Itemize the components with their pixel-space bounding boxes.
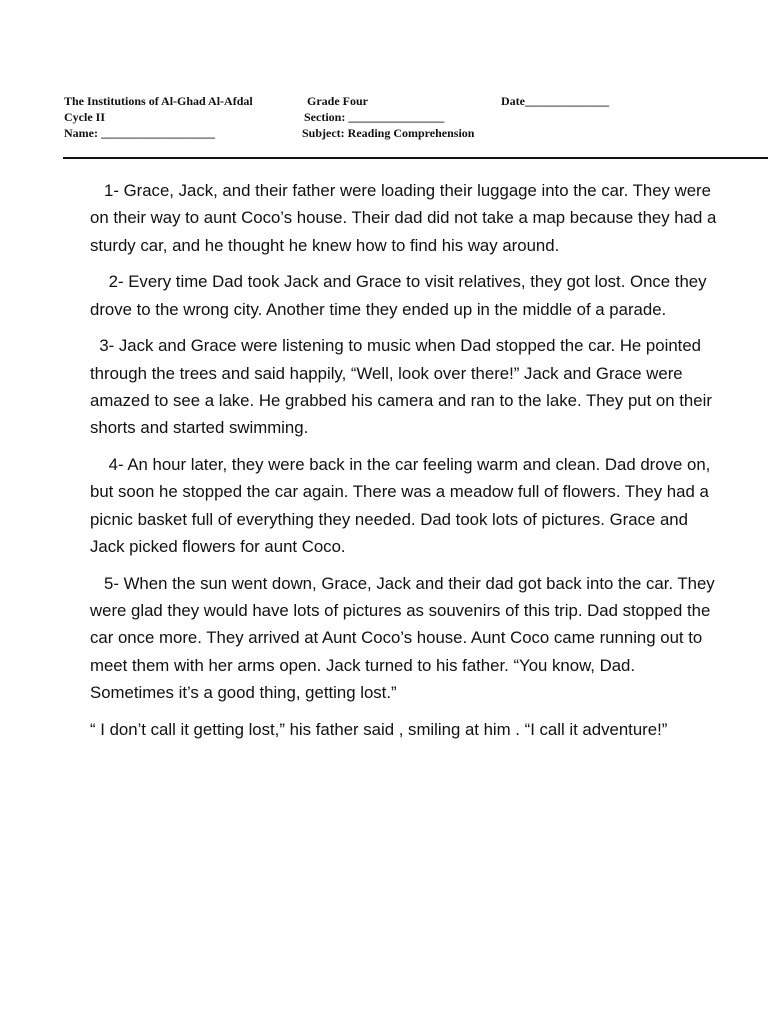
paragraph-1: 1- Grace, Jack, and their father were loading their luggage into the car. They were on their way to aunt Coco’s house. Their dad did not take a map because they had a sturdy car, and he thought he knew how to find his way around.	[90, 181, 721, 255]
reading-passage	[90, 177, 720, 753]
date-field: Date______________	[501, 94, 609, 108]
paragraph-3: 3- Jack and Grace were listening to music when Dad stopped the car. He pointed through the trees and said happily, “Well, look over there!” Jack and Grace were amazed to see a lake. He grabbed his camera and ran to the lake. They put on their shorts and started swimming.	[90, 336, 717, 438]
cycle-label: Cycle II	[64, 110, 105, 124]
paragraph-2: 2- Every time Dad took Jack and Grace to visit relatives, they got lost. Once they drove to the wrong city. Another time they ended up in the middle of a parade.	[90, 272, 712, 319]
closing-quote: “ I don’t call it getting lost,” his father said , smiling at him . “I call it adventure!”	[90, 719, 668, 739]
institution-name: The Institutions of Al-Ghad Al-Afdal	[64, 94, 253, 108]
header-divider	[63, 157, 768, 159]
student-name-field: Name: ___________________	[64, 126, 215, 140]
paragraph-4: 4- An hour later, they were back in the car feeling warm and clean. Dad drove on, but soon he stopped the car again. There was a meadow full of flowers. They had a picnic basket full of everything they needed. Dad took lots of pictures. Grace and Jack picked flowers for aunt Coco.	[90, 455, 715, 557]
subject-label: Subject: Reading Comprehension	[302, 126, 475, 140]
paragraph-5: 5- When the sun went down, Grace, Jack and their dad got back into the car. They were glad they would have lots of pictures as souvenirs of this trip. Dad stopped the car once more. They arrived at Aunt Coco’s house. Aunt Coco came running out to meet them with her arms open. Jack turned to his father. “You know, Dad. Sometimes it’s a good thing, getting lost.”	[90, 573, 720, 703]
section-field: Section: ________________	[304, 110, 445, 124]
worksheet-header	[64, 93, 768, 145]
grade-label: Grade Four	[307, 94, 368, 108]
